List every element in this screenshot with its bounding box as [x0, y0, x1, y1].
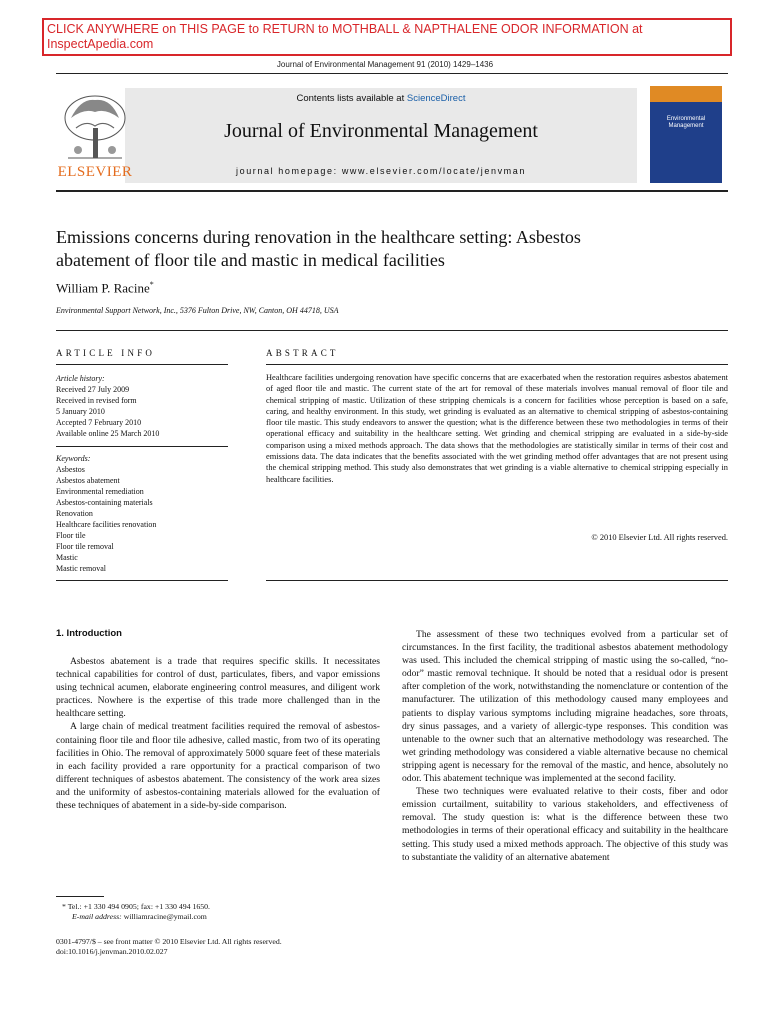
footnote-email-line: [62, 912, 210, 922]
journal-name: Journal of Environmental Management: [224, 120, 538, 142]
history-label: Article history:: [56, 374, 105, 383]
author-name: [56, 280, 154, 296]
cover-title-line1: Environmental: [666, 116, 706, 122]
keyword-item: Environmental remediation: [56, 487, 144, 496]
top-rule: [56, 73, 728, 74]
abstract-heading: ABSTRACT: [266, 348, 339, 358]
history-item: Received 27 July 2009: [56, 385, 130, 394]
right-body-column: [402, 628, 728, 864]
journal-reference: Journal of Environmental Management 91 (2010) 1429–1436: [276, 60, 494, 69]
elsevier-wordmark: ELSEVIER: [57, 164, 133, 180]
history-item: Accepted 7 February 2010: [56, 418, 142, 427]
body-paragraph: These two techniques were evaluated relative to their costs, fiber and odor emission curtailment, suitability to various stakeholders, and effectiveness of removal. The study question is: what is the difference between these two methodologies in terms of their operational efficacy and suitability in the healthcare setting. This study used a mixed methods approach. The objective of this study was to substantiate the validity of an alternative abatement: [402, 786, 728, 863]
contents-line: [125, 93, 637, 104]
cover-title: [654, 116, 718, 130]
keyword-item: Floor tile: [56, 531, 86, 540]
return-banner-link[interactable]: CLICK ANYWHERE on THIS PAGE to RETURN to MOTHBALL & NAPTHALENE ODOR INFORMATION at InspectApedia.com: [42, 18, 732, 56]
cover-top-band: [650, 86, 722, 102]
abstract-bottom-rule: [266, 580, 728, 581]
cover-title-line2: Management: [668, 123, 704, 129]
keyword-item: Mastic removal: [56, 564, 106, 573]
article-title-line1: Emissions concerns during renovation in the healthcare setting: Asbestos: [56, 227, 581, 247]
keyword-item: Renovation: [56, 509, 93, 518]
body-paragraph: The assessment of these two techniques evolved from a particular set of circumstances. In the first facility, the traditional asbestos abatement methodology was used. This included the chemical stripping of mastic using the so-called, “no-odor” mastic removal technique. It should be noted that a residual odor is present after completion of the work, notwithstanding the nomenclature or contention of the manufacturer. The utilization of this methodology caused many employees and patients to display various symptoms including migraine headaches, sore throats, dry sinus passages, and a variety of allergic-type responses. This condition was untenable to the owner such that an alternative methodology was researched. The wet grinding methodology was considered a viable alternative because no chemical stripping agent is necessary for the removal of the mastic, and hence, absolutely no odor. This abatement technique was implemented at the second facility.: [402, 629, 728, 785]
footnote-contact: * Tel.: +1 330 494 0905; fax: +1 330 494 1650.: [62, 902, 211, 911]
sciencedirect-link[interactable]: ScienceDirect: [406, 93, 466, 104]
info-rule: [56, 364, 228, 365]
body-paragraph: Asbestos abatement is a trade that requires specific skills. It necessitates technical capabilities for control of dust, particulates, fibers, and vapor emissions using technical acumen, elaborate engineering control measures, and diligent work practices. Nowhere is the expertise of this trade more challenged than in the healthcare setting.: [56, 656, 380, 720]
author-text: William P. Racine: [56, 280, 150, 296]
keyword-item: Mastic: [56, 553, 78, 562]
article-title: [56, 226, 728, 272]
author-footnote-mark[interactable]: *: [149, 280, 154, 289]
info-bottom-rule: [56, 580, 228, 581]
body-paragraph: A large chain of medical treatment facilities required the removal of asbestos-containing floor tile and floor tile adhesive, called mastic, from two of its operating facilities in Ohio. The removal of approximately 5000 square feet of these materials in each facility provided a rare opportunity for a practical comparison of two different techniques of asbestos abatement. The consistency of the work area sizes and the uniformity of asbestos-containing materials allowed for the evaluation of these techniques of abatement in a side-by-side comparison.: [56, 721, 380, 812]
issn-line: 0301-4797/$ – see front matter © 2010 Elsevier Ltd. All rights reserved.: [56, 937, 282, 946]
keywords-label: Keywords:: [56, 454, 91, 463]
info-top-rule: [56, 330, 728, 331]
section-heading-introduction: 1. Introduction: [56, 628, 122, 639]
history-item: 5 January 2010: [56, 407, 105, 416]
left-body-column: [56, 655, 380, 812]
keywords-list: [56, 453, 228, 574]
front-matter-info: [56, 937, 282, 957]
footnote-rule: [56, 896, 104, 897]
keyword-item: Floor tile removal: [56, 542, 114, 551]
header-rule: [56, 190, 728, 192]
abstract-rule: [266, 364, 728, 365]
keyword-item: Asbestos: [56, 465, 85, 474]
doi-line[interactable]: doi:10.1016/j.jenvman.2010.02.027: [56, 947, 168, 956]
contents-prefix: Contents lists available at: [296, 93, 407, 104]
keyword-item: Asbestos abatement: [56, 476, 120, 485]
author-affiliation: Environmental Support Network, Inc., 5376 Fulton Drive, NW, Canton, OH 44718, USA: [56, 306, 339, 315]
article-history: [56, 373, 228, 439]
history-item: Received in revised form: [56, 396, 137, 405]
keyword-item: Asbestos-containing materials: [56, 498, 153, 507]
abstract-copyright: © 2010 Elsevier Ltd. All rights reserved.: [591, 533, 728, 542]
author-footnote: [56, 902, 210, 922]
journal-homepage[interactable]: journal homepage: www.elsevier.com/locate/jenvman: [235, 166, 526, 176]
journal-cover-image: [650, 86, 722, 183]
keyword-item: Healthcare facilities renovation: [56, 520, 157, 529]
article-info-heading: ARTICLE INFO: [56, 348, 156, 358]
keywords-rule: [56, 446, 228, 447]
abstract-text: Healthcare facilities undergoing renovation have specific concerns that are exacerbated when the restoration requires asbestos abatement of aged floor tile and mastic. The current state of the art for removal of these materials involves manual removal of floor tile and chemical stripping of mastic. Utilization of these stripping chemicals is a concern for facilities whose perception is based on a safe, caring, and healthy environment. In this study, wet grinding is evaluated as an alternative to chemical stripping of asbestos-containing floor tile mastic. This study endeavors to answer the question; what is the difference between these two methodologies in terms of their operational efficacy and suitability in the healthcare setting. Wet grinding and chemical stripping are evaluated in a side-by-side comparison using a mixed methods approach. The data shows that the methodologies are statistically similar in terms of their cost and emissions data. The data indicates that the benefits associated with the wet grinding method offer advantages that are not present using the chemical stripping method. This study also demonstrates that wet grinding is a viable alternative to chemical stripping especially in healthcare facilities.: [266, 373, 728, 484]
email-label: E-mail address:: [72, 912, 122, 921]
article-title-line2: abatement of floor tile and mastic in medical facilities: [56, 250, 445, 270]
history-item: Available online 25 March 2010: [56, 429, 160, 438]
email-link[interactable]: williamracine@ymail.com: [123, 912, 207, 921]
